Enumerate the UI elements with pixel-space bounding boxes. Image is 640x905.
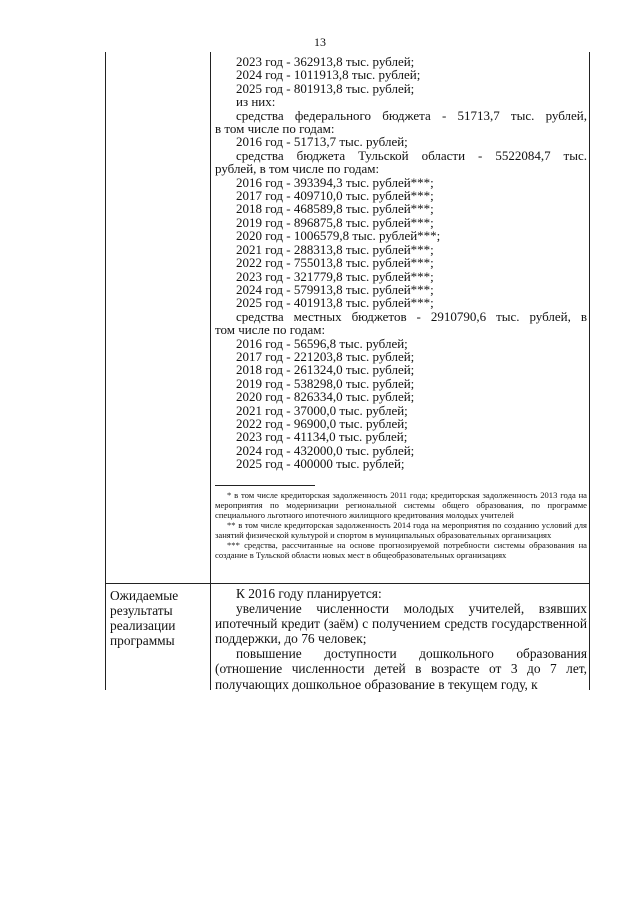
footnote-separator (215, 485, 315, 486)
year-label: 2023 год - (236, 268, 291, 284)
year-line (215, 377, 587, 390)
expected-results-label (110, 588, 210, 648)
year-label: 2025 год - (236, 456, 291, 472)
year-label: 2023 год - (236, 429, 291, 445)
year-line (215, 430, 587, 443)
year-amount: 401913,8 тыс. рублей***; (293, 295, 434, 311)
local-budget-line-2: том числе по годам: (215, 322, 326, 338)
federal-budget-line-2: в том числе по годам: (215, 121, 335, 137)
year-amount: 755013,8 тыс. рублей***; (293, 255, 434, 271)
year-label: 2025 год - (236, 80, 291, 96)
year-amount: 261324,0 тыс. рублей; (293, 362, 415, 378)
federal-budget-line: средства федерального бюджета - 51713,7 тыс. рублей, (236, 107, 587, 123)
year-line (215, 404, 587, 417)
year-label: 2016 год - (236, 174, 291, 190)
table-left-border (105, 52, 106, 690)
regional-years-list (215, 176, 587, 310)
year-amount: 51713,7 тыс. рублей; (293, 134, 408, 150)
results-paragraph: увеличение численности молодых учителей, взявших ипотечный кредит (заём) с получением средств государственной поддержки, до 76 человек; (215, 601, 587, 647)
year-line (215, 55, 587, 68)
year-amount: 1006579,8 тыс. рублей***; (293, 228, 441, 244)
year-label: 2025 год - (236, 295, 291, 311)
footnote-2: ** в том числе кредиторская задолженность 2014 года на мероприятия по созданию условий для занятий физической культурой и спортом в муниципальных образовательных организациях (215, 519, 587, 540)
year-line (215, 68, 587, 81)
of-which-label: из них: (236, 94, 276, 110)
local-budget-line: средства местных бюджетов - 2910790,6 тыс. рублей, в (236, 308, 587, 324)
total-years-list (215, 55, 587, 95)
local-years-list (215, 337, 587, 471)
year-amount: 896875,8 тыс. рублей***; (293, 214, 434, 230)
label-line: программы (110, 633, 175, 648)
expected-results-text (215, 586, 587, 692)
year-line (215, 189, 587, 202)
year-amount: 221203,8 тыс. рублей; (293, 348, 415, 364)
year-line (215, 390, 587, 403)
year-amount: 826334,0 тыс. рублей; (293, 389, 415, 405)
year-label: 2020 год - (236, 228, 291, 244)
year-amount: 41134,0 тыс. рублей; (293, 429, 408, 445)
year-amount: 579913,8 тыс. рублей***; (293, 281, 434, 297)
regional-budget-line: средства бюджета Тульской области - 5522084,7 тыс. (236, 147, 587, 163)
year-amount: 96900,0 тыс. рублей; (293, 415, 408, 431)
year-label: 2020 год - (236, 389, 291, 405)
year-label: 2017 год - (236, 188, 291, 204)
year-amount: 400000 тыс. рублей; (293, 456, 405, 472)
year-amount: 37000,0 тыс. рублей; (293, 402, 408, 418)
year-line (215, 243, 587, 256)
year-label: 2016 год - (236, 335, 291, 351)
year-label: 2022 год - (236, 415, 291, 431)
year-line (215, 82, 587, 95)
label-line: Ожидаемые (110, 588, 179, 603)
year-line (215, 337, 587, 350)
year-amount: 432000,0 тыс. рублей; (293, 442, 415, 458)
results-paragraph: повышение доступности дошкольного образования (отношение численности детей в возрасте от 3 до 7 лет, получающих дошкольное образование в текущем году, к (215, 646, 587, 692)
year-amount: 409710,0 тыс. рублей***; (293, 188, 434, 204)
year-amount: 801913,8 тыс. рублей; (293, 80, 415, 96)
program-passport-table (105, 52, 590, 690)
year-amount: 393394,3 тыс. рублей***; (293, 174, 434, 190)
year-amount: 538298,0 тыс. рублей; (293, 375, 415, 391)
budget-cell (215, 55, 587, 560)
table-column-divider (210, 52, 211, 690)
page-number: 13 (314, 35, 326, 49)
year-label: 2018 год - (236, 362, 291, 378)
year-label: 2018 год - (236, 201, 291, 217)
year-line (215, 283, 587, 296)
year-amount: 288313,8 тыс. рублей***; (293, 241, 434, 257)
year-line (215, 135, 587, 148)
results-intro: К 2016 году планируется: (236, 586, 382, 601)
footnote-3: *** средства, рассчитанные на основе прогнозируемой потребности системы образования на создание в Тульской области новых мест в общеобразовательных организациях (215, 539, 587, 560)
federal-years-list (215, 135, 587, 148)
year-label: 2022 год - (236, 255, 291, 271)
year-label: 2024 год - (236, 67, 291, 83)
year-label: 2024 год - (236, 281, 291, 297)
year-line (215, 270, 587, 283)
year-line (215, 457, 587, 470)
label-line: реализации (110, 618, 176, 633)
year-line (215, 296, 587, 309)
year-line (215, 229, 587, 242)
year-line (215, 176, 587, 189)
year-amount: 1011913,8 тыс. рублей; (293, 67, 421, 83)
year-amount: 56596,8 тыс. рублей; (293, 335, 408, 351)
year-label: 2019 год - (236, 375, 291, 391)
year-line (215, 256, 587, 269)
year-line (215, 444, 587, 457)
year-label: 2019 год - (236, 214, 291, 230)
table-right-border (589, 52, 590, 690)
year-label: 2017 год - (236, 348, 291, 364)
year-line (215, 417, 587, 430)
year-line (215, 350, 587, 363)
label-line: результаты (110, 603, 173, 618)
year-line (215, 216, 587, 229)
year-amount: 468589,8 тыс. рублей***; (293, 201, 434, 217)
year-amount: 321779,8 тыс. рублей***; (293, 268, 434, 284)
footnotes (215, 490, 587, 560)
year-line (215, 202, 587, 215)
year-label: 2024 год - (236, 442, 291, 458)
regional-budget-line-2: рублей, в том числе по годам: (215, 161, 380, 177)
year-label: 2021 год - (236, 241, 291, 257)
year-label: 2023 год - (236, 54, 291, 69)
year-label: 2016 год - (236, 134, 291, 150)
table-row-divider (105, 583, 590, 584)
year-line (215, 363, 587, 376)
year-label: 2021 год - (236, 402, 291, 418)
footnote-1: * в том числе кредиторская задолженность 2011 года; кредиторская задолженность 2013 года на мероприятия по модернизации региональной системы общего образования, по программе специального льготного ипотечного жилищного кредитования молодых учителей (215, 489, 587, 520)
year-amount: 362913,8 тыс. рублей; (293, 54, 415, 69)
